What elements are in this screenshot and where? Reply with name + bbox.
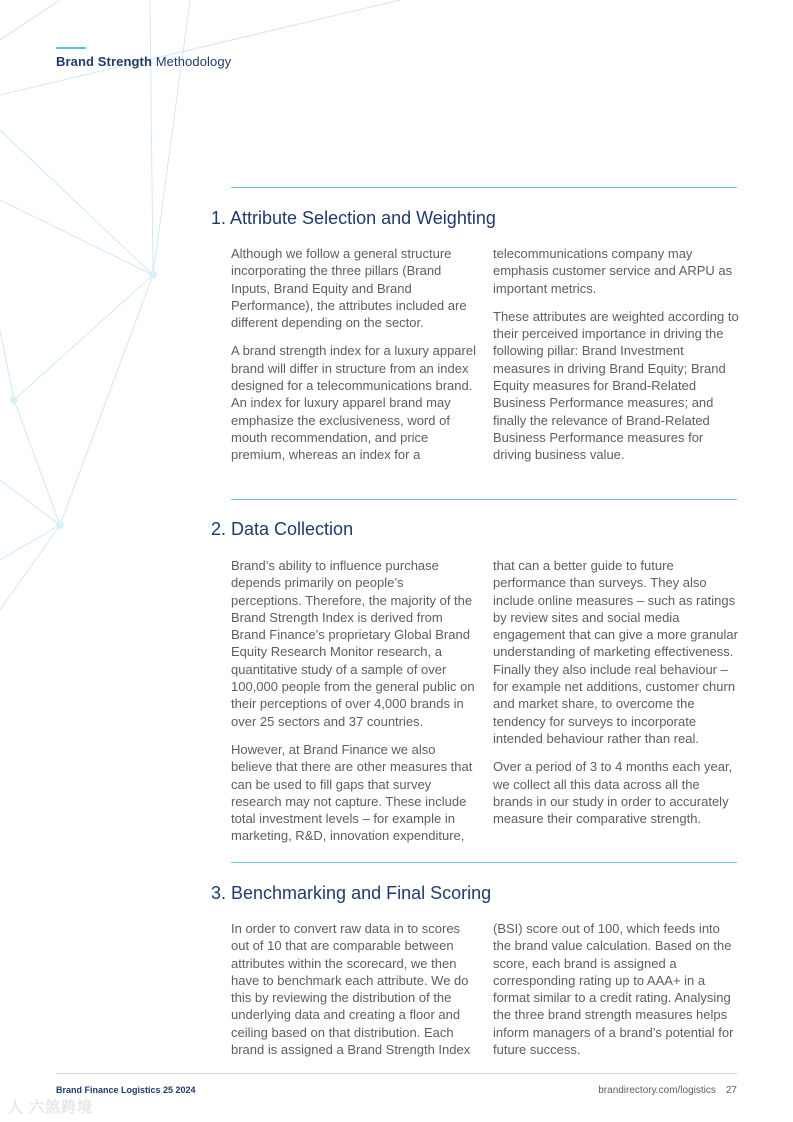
column-right: [493, 245, 739, 475]
network-node: [10, 396, 18, 404]
network-node: [149, 271, 157, 279]
paragraph: telecommunications company may emphasis customer service and ARPU as important metrics.: [493, 246, 733, 296]
page-header: [56, 54, 231, 69]
paragraph: Brand’s ability to influence purchase depends primarily on people’s perceptions. Therefore, the majority of the Brand Strength Index is derived from Brand Finance’s proprietary Global Brand Equity Research Monitor research, a quantitative study of a sample of over 100,000 people from the general public on their perceptions of over 4,000 brands in over 25 sectors and 37 countries.: [231, 558, 475, 729]
paragraph: These attributes are weighted according to their perceived importance in driving the following pillar: Brand Investment measures in driving Brand Equity; Brand Equity measures for Brand-Related Business Performance measures; and finally the relevance of Brand-Related Business Performance measures for driving business value.: [493, 308, 739, 463]
paragraph: A brand strength index for a luxury apparel brand will differ in structure from an index designed for a telecommunications brand. An index for luxury apparel brand may emphasize the exclusiveness, word of mouth recommendation, and price premium, whereas an index for a: [231, 343, 476, 463]
column-right: [493, 920, 739, 1069]
footer-rule: [56, 1073, 737, 1074]
section-rule: [231, 862, 737, 863]
footer-publication: Brand Finance Logistics 25 2024: [56, 1085, 196, 1095]
section-rule: [231, 499, 737, 500]
paragraph: that can a better guide to future performance than surveys. They also include online measures – such as ratings by review sites and social media engagement that can give a more granular understanding of marketing effectiveness. Finally they also include real behaviour – for example net additions, customer churn and market share, to overcome the tendency for surveys to incorporate intended behaviour rather than real.: [493, 558, 738, 746]
page-number: 27: [725, 1085, 737, 1096]
column-left: [231, 557, 477, 856]
section-title: 3. Benchmarking and Final Scoring: [211, 883, 492, 903]
section-title: 2. Data Collection: [211, 519, 354, 539]
paragraph: (BSI) score out of 100, which feeds into the brand value calculation. Based on the score, each brand is assigned a corresponding rating up to AAA+ in a format similar to a credit rating. Analysing the three brand strength measures helps inform managers of a brand’s potential for future success.: [493, 921, 734, 1058]
header-rest: Methodology: [152, 54, 232, 69]
section-title: 1. Attribute Selection and Weighting: [211, 208, 496, 228]
column-left: [231, 245, 477, 475]
header-bold: Brand Strength: [56, 54, 153, 69]
column-right: [493, 557, 739, 838]
footer-url[interactable]: brandirectory.com/logistics: [598, 1085, 716, 1096]
paragraph: However, at Brand Finance we also believe that there are other measures that can be used to fill gaps that survey research may not capture. These include total investment levels – for example in marketing, R&D, innovation expenditure,: [231, 741, 473, 844]
column-left: [231, 920, 477, 1069]
section-rule: [231, 187, 737, 188]
footer-right: [598, 1085, 737, 1096]
header-accent-rule: [56, 47, 86, 49]
paragraph: Although we follow a general structure incorporating the three pillars (Brand Inputs, Brand Equity and Brand Performance), the attributes included are different depending on the sector.: [231, 246, 467, 331]
paragraph: Over a period of 3 to 4 months each year, we collect all this data across all the brands in our study in order to accurately measure their comparative strength.: [493, 759, 733, 827]
network-node: [56, 521, 64, 529]
paragraph: In order to convert raw data in to scores out of 10 that are comparable between attributes within the scorecard, we then have to benchmark each attribute. We do this by reviewing the distribution of the underlying data and creating a floor and ceiling based on that distribution. Each brand is assigned a Brand Strength Index: [231, 921, 471, 1058]
watermark: 人 六煞跨境: [8, 1099, 94, 1116]
